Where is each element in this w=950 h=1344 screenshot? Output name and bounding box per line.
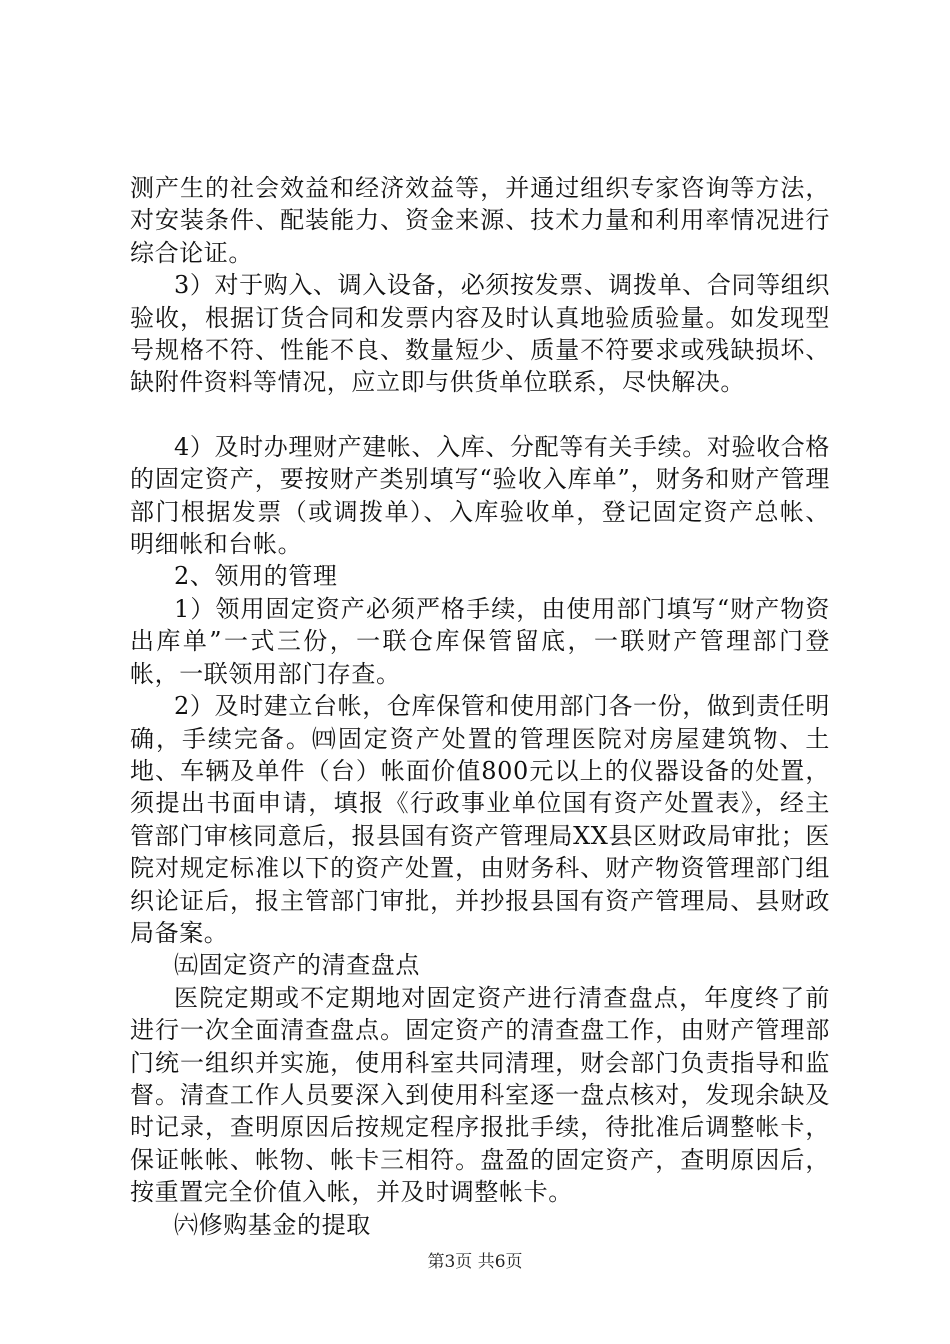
page-number: 第3页 共6页 (427, 1252, 523, 1272)
paragraph-8: 医院定期或不定期地对固定资产进行清查盘点，年度终了前进行一次全面清查盘点。固定资产的清查盘工作，由财产管理部门统一组织并实施，使用科室共同清理，财会部门负责指导和监督。清查工作人员要深入到使用科室逐一盘点核对，发现余缺及时记录，查明原因后按规定程序报批手续，待批准后调整帐卡，保证帐帐、帐物、帐卡三相符。盘盈的固定资产，查明原因后，按重置完全价值入帐，并及时调整帐卡。 (130, 983, 830, 1207)
section-heading-inventory: ㈤固定资产的清查盘点 (174, 951, 420, 980)
paragraph-5: 1）领用固定资产必须严格手续，由使用部门填写“财产物资出库单”一式三份，一联仓库保管留底，一联财产管理部门登帐，一联领用部门存查。 (130, 594, 830, 688)
paragraph-6: 2）及时建立台帐，仓库保管和使用部门各一份，做到责任明确，手续完备。㈣固定资产处置的管理医院对房屋建筑物、土地、车辆及单件（台）帐面价值800元以上的仪器设备的处置，须提出书面申请，填报《行政事业单位国有资产处置表》，经主管部门审核同意后，报县国有资产管理局XX县区财政局审批；医院对规定标准以下的资产处置，由财务科、财产物资管理部门组织论证后，报主管部门审批，并抄报县国有资产管理局、县财政局备案。 (130, 692, 830, 947)
paragraph-3: 4）及时办理财产建帐、入库、分配等有关手续。对验收合格的固定资产，要按财产类别填写“验收入库单”，财务和财产管理部门根据发票（或调拨单）、入库验收单，登记固定资产总帐、明细帐和台帐。 (130, 432, 830, 559)
paragraph-1: 测产生的社会效益和经济效益等，并通过组织专家咨询等方法，对安装条件、配装能力、资金来源、技术力量和利用率情况进行综合论证。 (130, 174, 830, 267)
section-heading-fund: ㈥修购基金的提取 (174, 1210, 371, 1239)
section-heading-collection: 2、领用的管理 (174, 562, 338, 591)
paragraph-2: 3）对于购入、调入设备，必须按发票、调拨单、合同等组织验收，根据订货合同和发票内容及时认真地验质验量。如发现型号规格不符、性能不良、数量短少、质量不符要求或残缺损坏、缺附件资料等情况，应立即与供货单位联系，尽快解决。 (130, 271, 830, 397)
document-body (130, 172, 830, 1241)
